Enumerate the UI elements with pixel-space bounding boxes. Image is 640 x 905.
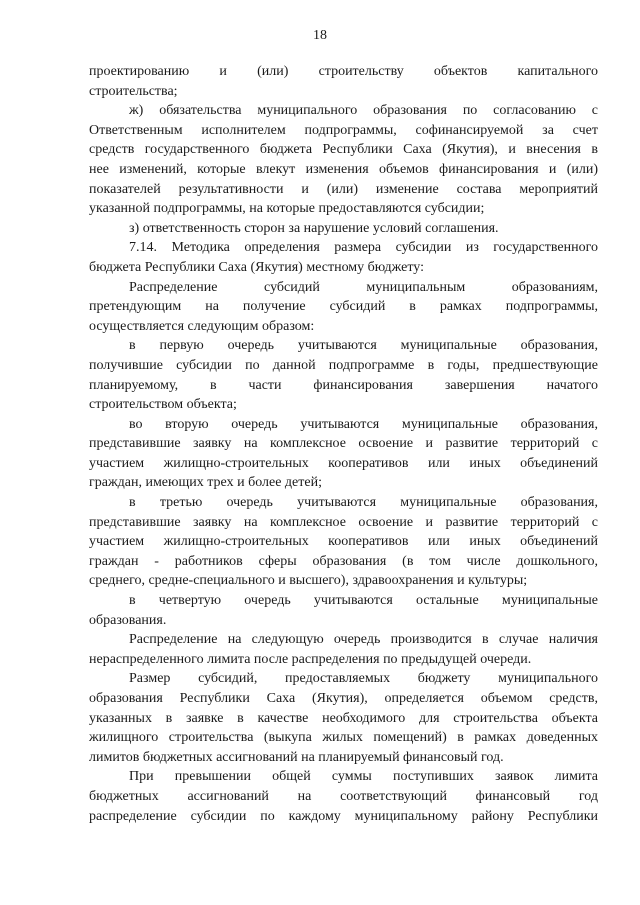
- text-line: осуществляется следующим образом:: [89, 318, 315, 334]
- text-line: строительством объекта;: [89, 397, 237, 413]
- paragraph: [89, 278, 598, 337]
- text-line: граждан - работников сферы образования (в том числе дошкольного,: [89, 553, 598, 569]
- text-line: представившие заявку на комплексное освоение и развитие территорий с: [89, 514, 598, 530]
- paragraph: [89, 219, 598, 239]
- text-line: образования Республики Саха (Якутия), определяется объемом средств,: [89, 691, 598, 706]
- text-line: строительства;: [89, 83, 178, 99]
- text-line: проектированию и (или) строительству объектов капитального: [89, 64, 598, 79]
- text-line: участием жилищно-строительных кооперативов или иных объединений: [89, 455, 598, 471]
- text-line: лимитов бюджетных ассигнований на планируемый финансовый год.: [89, 749, 504, 765]
- text-line: Ответственным исполнителем подпрограммы, софинансируемой за счет: [89, 122, 598, 138]
- text-line: граждан, имеющих трех и более детей;: [89, 475, 322, 491]
- text-line: получившие субсидии по данной подпрограмме в годы, предшествующие: [89, 357, 598, 373]
- paragraph: [89, 591, 598, 630]
- text-line: в четвертую очередь учитываются остальные муниципальные: [129, 593, 598, 609]
- text-line: во вторую очередь учитываются муниципальные образования,: [129, 416, 598, 432]
- text-line: средств государственного бюджета Республики Саха (Якутия), и внесения в: [89, 142, 598, 158]
- text-line: указанной подпрограммы, на которые предоставляются субсидии;: [89, 201, 485, 217]
- text-line: бюджета Республики Саха (Якутия) местному бюджету:: [89, 259, 425, 275]
- text-line: претендующим на получение субсидий в рамках подпрограммы,: [89, 299, 598, 315]
- paragraph: [89, 669, 598, 767]
- paragraph: [89, 238, 598, 277]
- text-line: нее изменений, которые влекут изменения объемов финансирования и (или): [89, 161, 598, 177]
- text-line: указанных в заявке в качестве необходимого для строительства объекта: [89, 710, 598, 726]
- text-line: в третью очередь учитываются муниципальные образования,: [129, 495, 598, 511]
- paragraph: [89, 630, 598, 669]
- paragraph: [89, 336, 598, 414]
- text-line: участием жилищно-строительных кооперативов или иных объединений: [89, 534, 598, 550]
- text-line: нераспределенного лимита после распределения по предыдущей очереди.: [89, 651, 532, 667]
- text-line: ж) обязательства муниципального образования по согласованию с: [129, 103, 598, 119]
- text-line: Распределение субсидий муниципальным образованиям,: [129, 279, 598, 295]
- text-line: показателей результативности и (или) изменение состава мероприятий: [89, 181, 598, 197]
- paragraph: [89, 493, 598, 591]
- text-line: в первую очередь учитываются муниципальные образования,: [129, 338, 598, 354]
- text-line: бюджетных ассигнований на соответствующий финансовый год: [89, 788, 598, 804]
- text-line: среднего, средне-специального и высшего), здравоохранения и культуры;: [89, 573, 528, 589]
- text-line: планируемому, в части финансирования завершения начатого: [89, 377, 598, 393]
- paragraph: [89, 101, 598, 219]
- text-line: Распределение на следующую очередь производится в случае наличия: [129, 632, 598, 648]
- text-line: жилищного строительства (выкупа жилых помещений) в рамках доведенных: [89, 730, 598, 746]
- text-line: Размер субсидий, предоставляемых бюджету муниципального: [129, 671, 598, 687]
- text-line: представившие заявку на комплексное освоение и развитие территорий с: [89, 436, 598, 452]
- paragraph: [89, 62, 598, 101]
- page-number: 18: [313, 28, 327, 43]
- text-line: 7.14. Методика определения размера субсидии из государственного: [129, 240, 598, 256]
- text-line: з) ответственность сторон за нарушение условий соглашения.: [129, 220, 499, 236]
- text-line: распределение субсидии по каждому муниципальному району Республики: [89, 808, 598, 824]
- paragraph: [89, 415, 598, 493]
- text-line: образования.: [89, 612, 167, 628]
- document-body: [89, 62, 598, 826]
- paragraph: [89, 767, 598, 826]
- text-line: При превышении общей суммы поступивших заявок лимита: [129, 769, 598, 785]
